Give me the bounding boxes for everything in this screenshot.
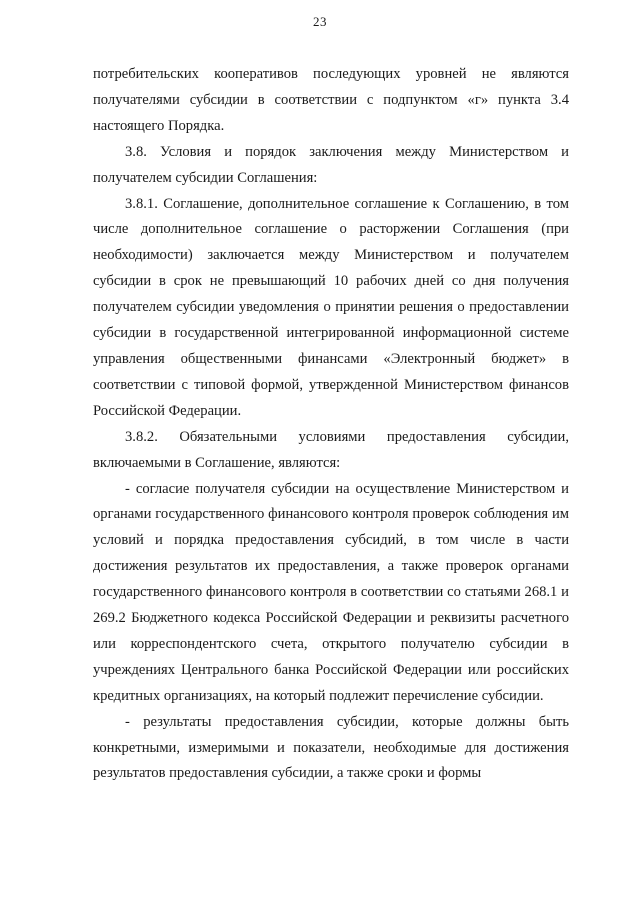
document-text bbox=[93, 62, 569, 787]
page-number: 23 bbox=[313, 14, 327, 29]
paragraph-3-8-2: 3.8.2. Обязательными условиями предоставления субсидии, включаемыми в Соглашение, являются: bbox=[93, 428, 569, 471]
list-item-consent: - согласие получателя субсидии на осуществление Министерством и органами государственного финансового контроля проверок соблюдения им условий и порядка предоставления субсидий, в том числе в части достижения результатов их предоставления, а также проверок органами государственного финансового контроля в соответствии со статьями 268.1 и 269.2 Бюджетного кодекса Российской Федерации и реквизиты расчетного или корреспондентского счета, открытого получателю субсидии в учреждениях Центрального банка Российской Федерации или российских кредитных организациях, на который подлежит перечисление субсидии. bbox=[93, 480, 569, 704]
paragraph-3-8-1: 3.8.1. Соглашение, дополнительное соглашение к Соглашению, в том числе дополнительное соглашение о расторжении Соглашения (при необходимости) заключается между Министерством и получателем субсидии в срок не превышающий 10 рабочих дней со дня получения получателем субсидии уведомления о принятии решения о предоставлении субсидии в государственной интегрированной информационной системе управления общественными финансами «Электронный бюджет» в соответствии с типовой формой, утвержденной Министерством финансов Российской Федерации. bbox=[93, 195, 569, 419]
list-item-results: - результаты предоставления субсидии, которые должны быть конкретными, измеримыми и показатели, необходимые для достижения результатов предоставления субсидии, а также сроки и формы bbox=[93, 713, 569, 782]
paragraph-3-8: 3.8. Условия и порядок заключения между Министерством и получателем субсидии Соглашения: bbox=[93, 143, 569, 186]
paragraph-continuation: потребительских кооперативов последующих уровней не являются получателями субсидии в соответствии с подпунктом «г» пункта 3.4 настоящего Порядка. bbox=[93, 66, 569, 134]
